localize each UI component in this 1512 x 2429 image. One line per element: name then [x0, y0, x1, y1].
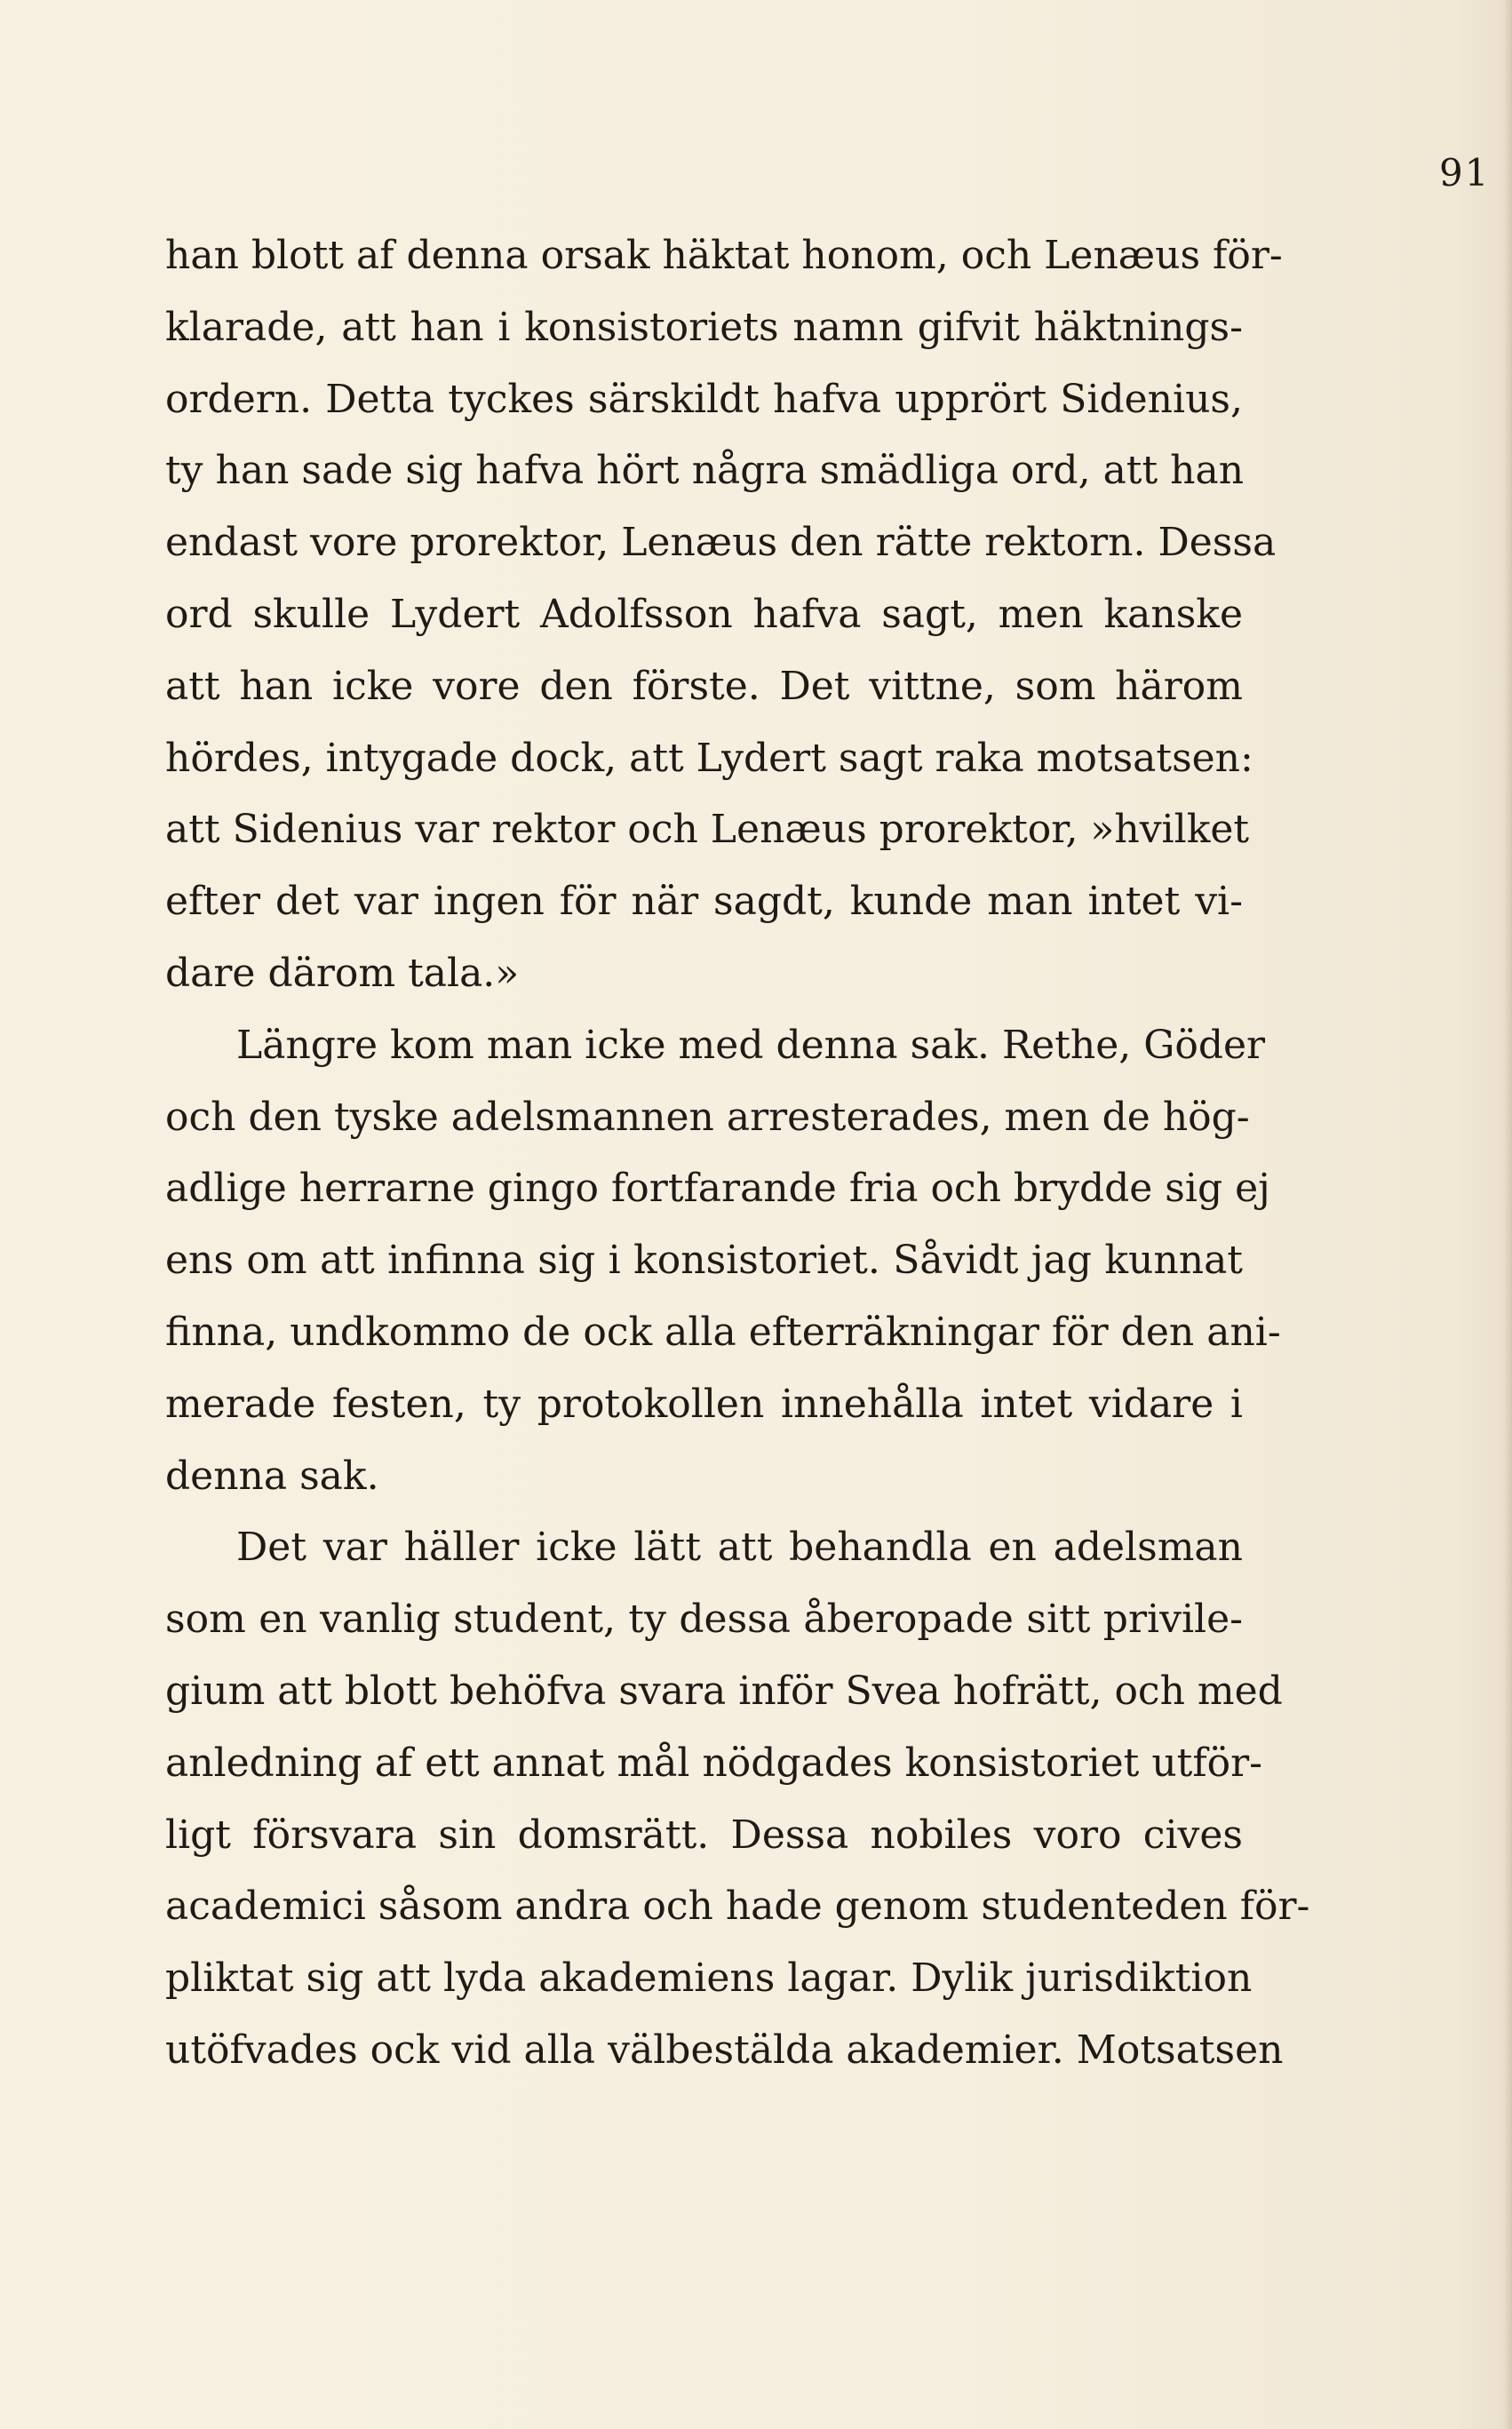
- text-line: adlige herrarne gingo fortfarande fria och brydde sig ej: [165, 1166, 1270, 1212]
- text-line: klarade, att han i konsistoriets namn gifvit häktnings-: [165, 304, 1243, 350]
- text-line: Längre kom man icke med denna sak. Rethe, Göder: [236, 1022, 1266, 1068]
- text-line: utöfvades ock vid alla välbestälda akademier. Motsatsen: [165, 2027, 1284, 2073]
- text-line: ordern. Detta tyckes särskildt hafva upprört Sidenius,: [165, 376, 1243, 422]
- text-line: merade festen, ty protokollen innehålla intet vidare i: [165, 1381, 1243, 1427]
- text-line: ligt försvara sin domsrätt. Dessa nobiles voro cives: [165, 1812, 1243, 1858]
- body-text: [165, 220, 1310, 2087]
- text-line: academici såsom andra och hade genom studenteden för-: [165, 1883, 1310, 1930]
- text-line: finna, undkommo de ock alla efterräkningar för den ani-: [165, 1309, 1281, 1355]
- text-line: hördes, intygade dock, att Lydert sagt raka motsatsen:: [165, 735, 1253, 781]
- text-line: denna sak.: [165, 1453, 379, 1499]
- text-line: ord skulle Lydert Adolfsson hafva sagt, men kanske: [165, 591, 1243, 637]
- page-number: 91: [1439, 151, 1491, 195]
- text-line: och den tyske adelsmannen arresterades, men de hög-: [165, 1094, 1250, 1140]
- text-line: som en vanlig student, ty dessa åberopade sitt privile-: [165, 1597, 1243, 1643]
- text-line: endast vore prorektor, Lenæus den rätte rektorn. Dessa: [165, 520, 1277, 566]
- text-line: ty han sade sig hafva hört några smädliga ord, att han: [165, 448, 1245, 494]
- text-line: Det var häller icke lätt att behandla en adelsman: [236, 1525, 1243, 1571]
- text-line: han blott af denna orsak häktat honom, och Lenæus för-: [165, 233, 1283, 278]
- text-line: dare därom tala.»: [165, 950, 520, 996]
- text-line: gium att blott behöfva svara inför Svea hofrätt, och med: [165, 1668, 1283, 1714]
- text-line: pliktat sig att lyda akademiens lagar. Dylik jurisdiktion: [165, 1955, 1253, 2002]
- page-edge-shadow: [1503, 0, 1512, 2429]
- text-line: att Sidenius var rektor och Lenæus prorektor, »hvilket: [165, 807, 1250, 853]
- text-line: ens om att infinna sig i konsistoriet. Såvidt jag kunnat: [165, 1238, 1243, 1284]
- text-line: efter det var ingen för när sagdt, kunde man intet vi-: [165, 879, 1243, 925]
- text-line: anledning af ett annat mål nödgades konsistoriet utför-: [165, 1740, 1263, 1786]
- text-line: att han icke vore den förste. Det vittne, som härom: [165, 663, 1243, 709]
